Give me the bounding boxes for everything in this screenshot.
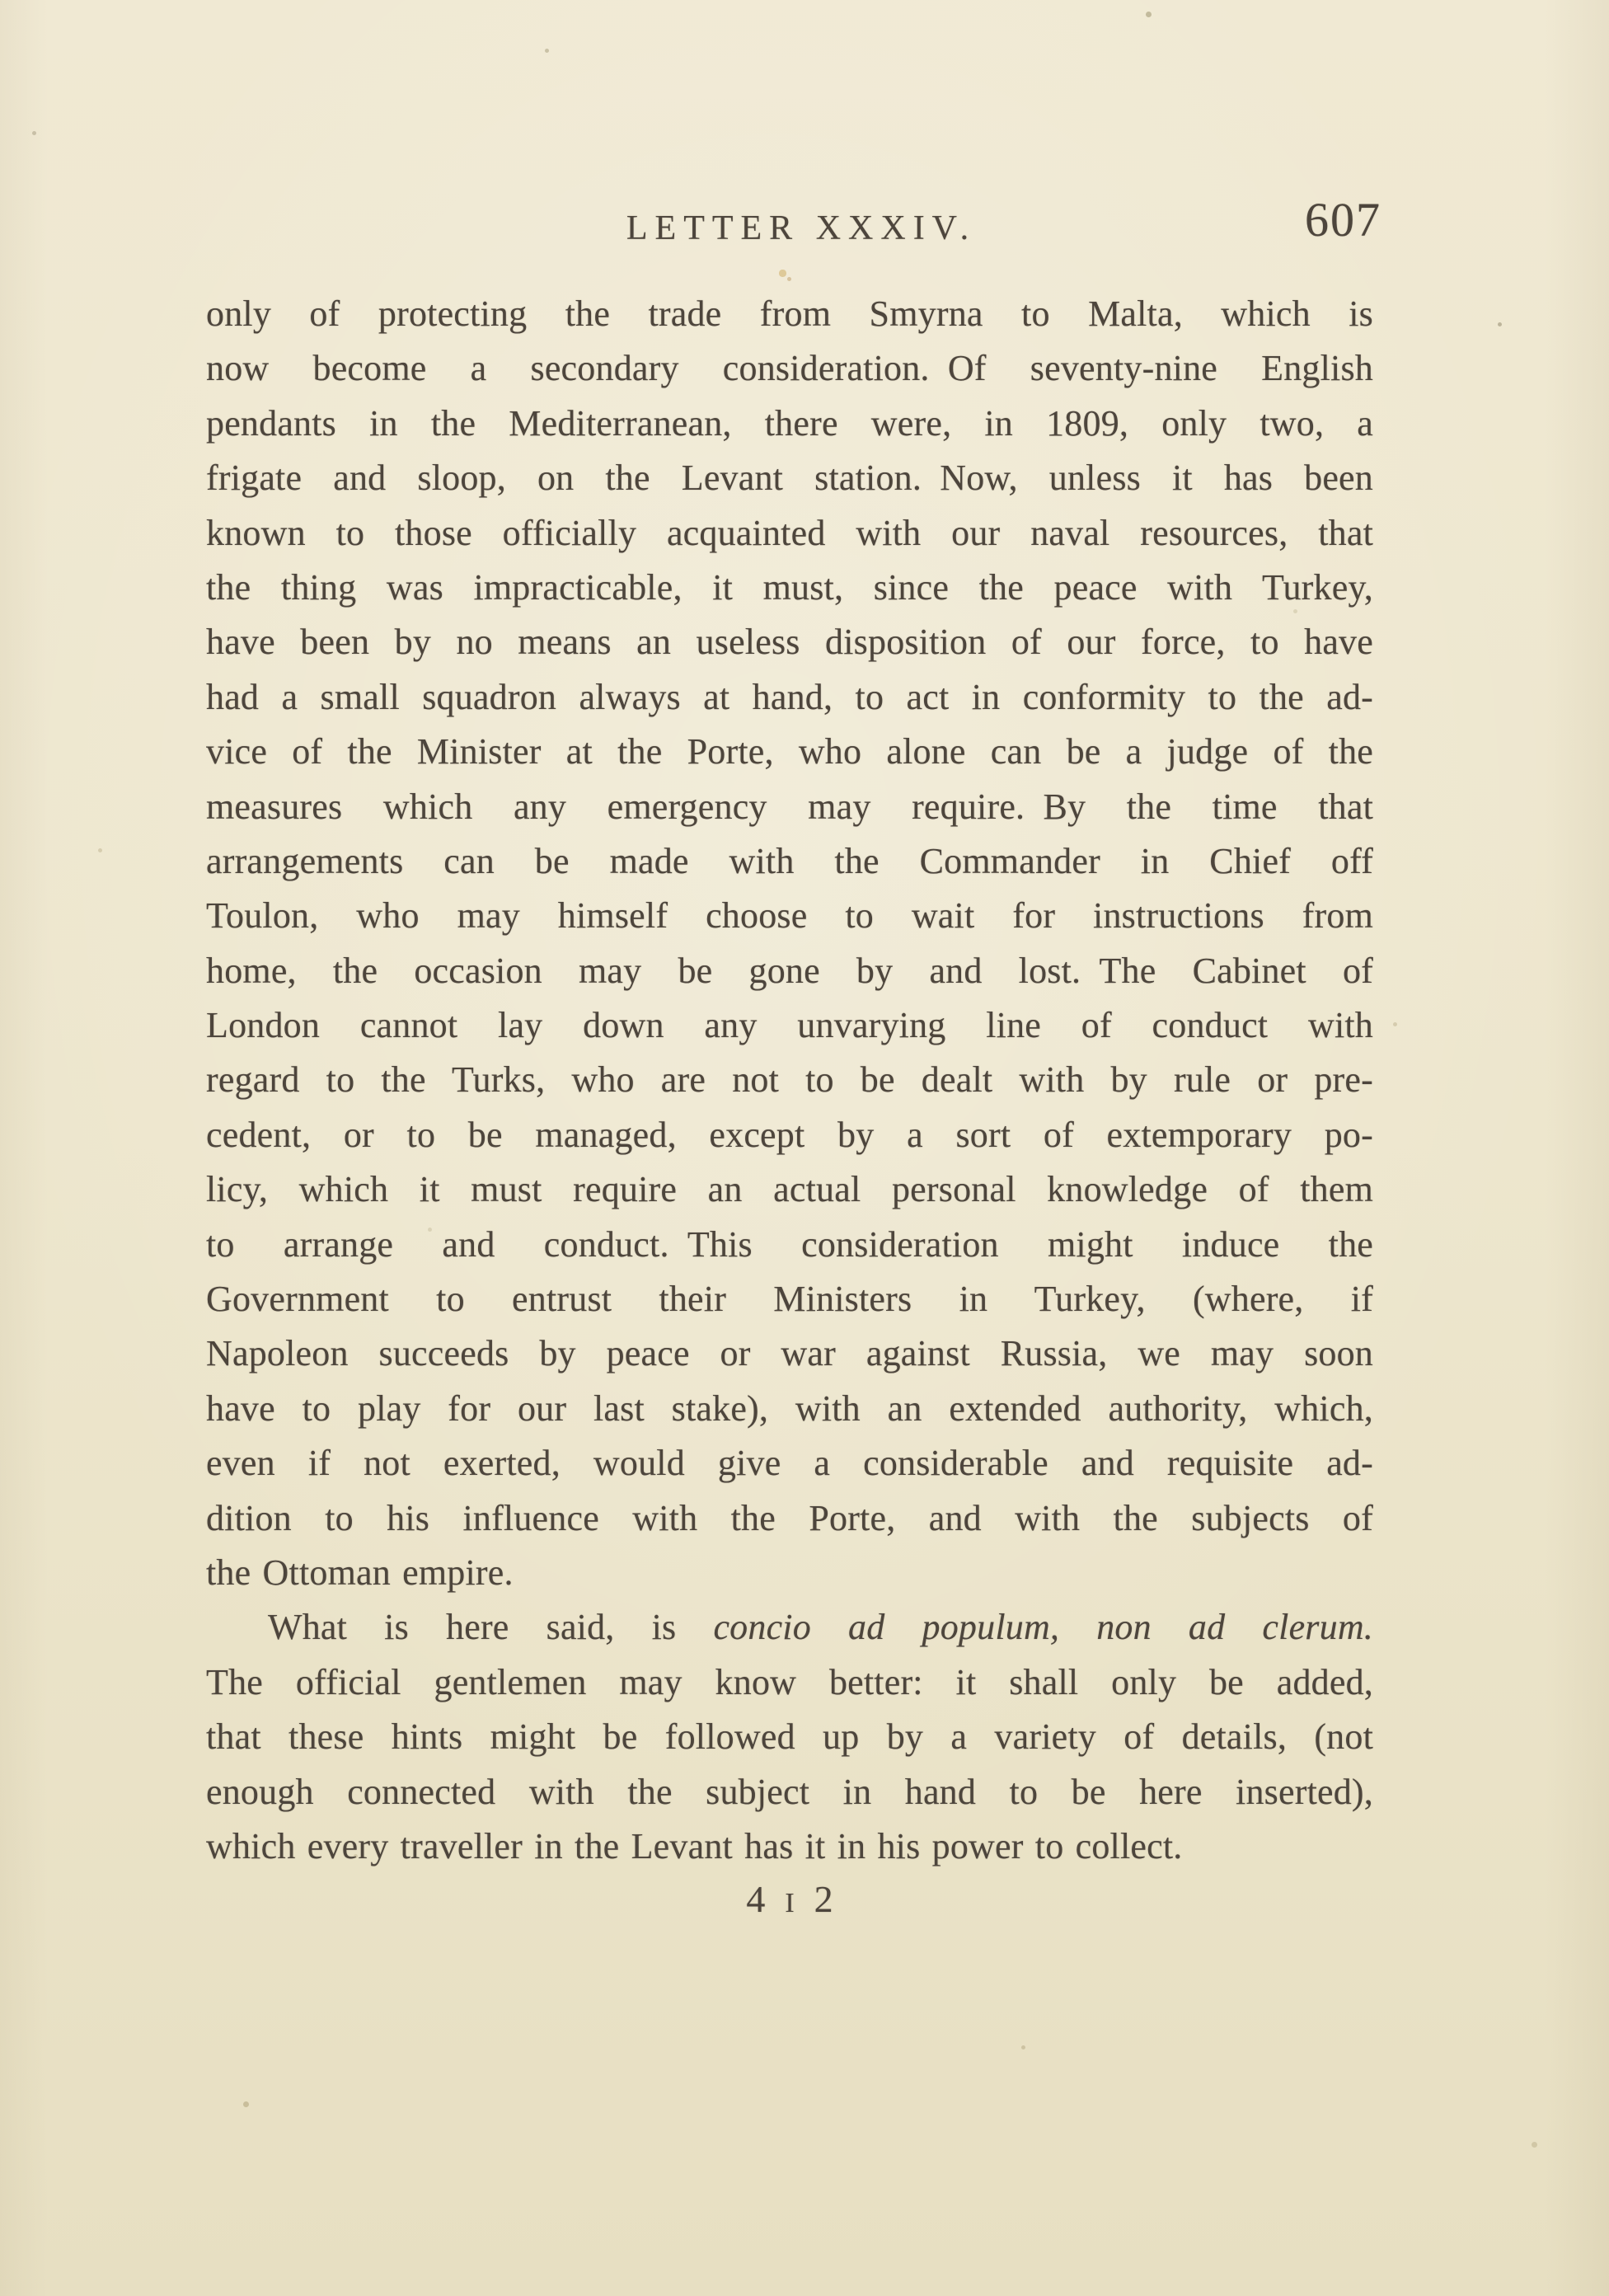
- text-line: had a small squadron always at hand, to act in conformity to the ad-: [206, 676, 1373, 717]
- text-line: enough connected with the subject in hand to be here inserted),: [206, 1771, 1373, 1812]
- page-header: [206, 193, 1381, 254]
- text-line: licy, which it must require an actual personal knowledge of them: [206, 1169, 1373, 1210]
- page-footer: [206, 1876, 1373, 1927]
- text-line: have to play for our last stake), with an extended authority, which,: [206, 1387, 1373, 1429]
- text-line: dition to his influence with the Porte, and with the subjects of: [206, 1497, 1373, 1538]
- text-line: vice of the Minister at the Porte, who alone can be a judge of the: [206, 731, 1373, 772]
- text-line: the thing was impracticable, it must, since the peace with Turkey,: [206, 566, 1373, 608]
- text-line: the Ottoman empire.: [206, 1552, 514, 1593]
- text-line: Toulon, who may himself choose to wait for instructions from: [206, 895, 1373, 937]
- body-text: [206, 287, 1373, 1874]
- page-number: 607: [1305, 193, 1381, 247]
- text-line: cedent, or to be managed, except by a sort of extemporary po-: [206, 1114, 1373, 1155]
- text-line: Government to entrust their Ministers in Turkey, (where, if: [206, 1279, 1373, 1320]
- running-title: LETTER XXXIV.: [626, 209, 977, 247]
- text-line: even if not exerted, would give a considerable and requisite ad-: [206, 1443, 1373, 1484]
- text-line: which every traveller in the Levant has it in his power to collect.: [206, 1825, 1183, 1866]
- text-line: London cannot lay down any unvarying line of conduct with: [206, 1005, 1373, 1046]
- text-line: have been by no means an useless disposition of our force, to have: [206, 622, 1373, 663]
- text-line: Napoleon succeeds by peace or war against Russia, we may soon: [206, 1333, 1373, 1374]
- text-line: home, the occasion may be gone by and lost. The Cabinet of: [206, 950, 1373, 991]
- signature-mark-part: I: [785, 1888, 795, 1918]
- text-line: frigate and sloop, on the Levant station. Now, unless it has been: [206, 458, 1373, 499]
- text-line: The official gentlemen may know better: it shall only be added,: [206, 1661, 1373, 1702]
- text-line: that these hints might be followed up by a variety of details, (not: [206, 1716, 1373, 1758]
- text-line: to arrange and conduct. This consideration might induce the: [206, 1223, 1373, 1265]
- text-line: arrangements can be made with the Commander in Chief off: [206, 840, 1373, 881]
- text-line: regard to the Turks, who are not to be dealt with by rule or pre-: [206, 1059, 1373, 1101]
- signature-mark-part: 4: [746, 1878, 766, 1920]
- text-line: only of protecting the trade from Smyrna to Malta, which is: [206, 293, 1373, 334]
- text-line: measures which any emergency may require. By the time that: [206, 786, 1373, 827]
- text-line: pendants in the Mediterranean, there were, in 1809, only two, a: [206, 402, 1373, 444]
- text-line: known to those officially acquainted with our naval resources, that: [206, 512, 1373, 553]
- paper-specks: [0, 0, 2, 2]
- signature-mark-part: 2: [814, 1878, 833, 1920]
- text-line: What is here said, is concio ad populum, non ad clerum.: [268, 1607, 1373, 1648]
- text-line: now become a secondary consideration. Of seventy-nine English: [206, 348, 1373, 389]
